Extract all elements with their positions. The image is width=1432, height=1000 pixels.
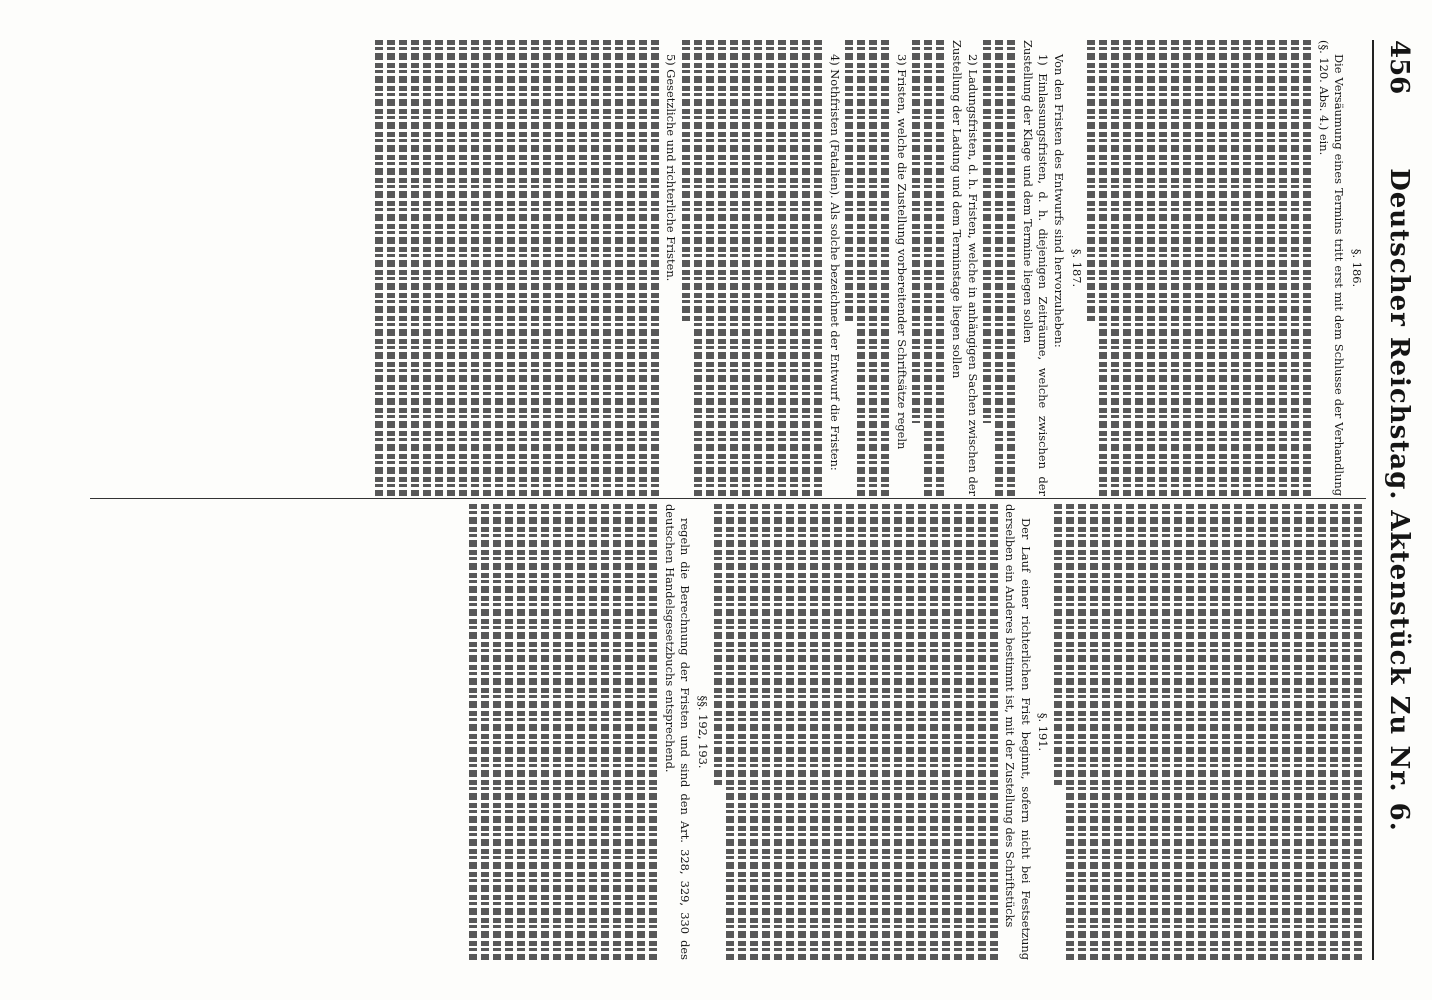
text-line bbox=[1243, 40, 1251, 496]
text-line bbox=[1222, 504, 1230, 960]
section-heading: §. 186. bbox=[1350, 248, 1364, 288]
text-line bbox=[978, 504, 986, 960]
text-line bbox=[1078, 504, 1086, 960]
text-line bbox=[567, 40, 575, 496]
text-line bbox=[882, 504, 890, 960]
text-line bbox=[639, 40, 647, 496]
text-line bbox=[1306, 504, 1314, 960]
text-line bbox=[1111, 40, 1119, 496]
text-line bbox=[1186, 504, 1194, 960]
text-line bbox=[1054, 504, 1062, 787]
text-line bbox=[435, 40, 443, 496]
text-line bbox=[834, 504, 842, 960]
text-line bbox=[1219, 40, 1227, 496]
text-line bbox=[694, 40, 702, 496]
text-line bbox=[517, 504, 525, 960]
text-line bbox=[1102, 504, 1110, 960]
text-line bbox=[1195, 40, 1203, 496]
list-item: 3) Fristen, welche die Zustellung vorbereitender Schriftsätze regeln bbox=[894, 54, 909, 450]
text-line bbox=[1007, 40, 1015, 496]
list-item: 2) Ladungsfristen, d. h. Fristen, welche in anhängigen Sachen zwischen der Zustellung der Ladung und dem Terminstage liegen sollen bbox=[950, 40, 980, 496]
list-item: 1) Einlassungsfristen, d. h. diejenigen Zeiträume, welche zwischen der Zustellung der Klage und dem Termine liegen sollen bbox=[1020, 40, 1051, 496]
text-line bbox=[519, 40, 527, 496]
text-line bbox=[858, 504, 866, 960]
text-line bbox=[1258, 504, 1266, 960]
list-item: 4) Nothfristen (Fatalien). Als solche bezeichnet der Entwurf die Fristen: bbox=[827, 54, 842, 471]
text-line bbox=[766, 40, 774, 496]
text-line bbox=[742, 40, 750, 496]
text-line bbox=[483, 40, 491, 496]
text-line bbox=[726, 504, 734, 960]
text-line bbox=[591, 40, 599, 496]
text-line bbox=[399, 40, 407, 496]
text-line bbox=[1087, 40, 1095, 323]
text-line bbox=[481, 504, 489, 960]
text-line bbox=[718, 40, 726, 496]
text-line bbox=[894, 504, 902, 960]
text-line bbox=[954, 504, 962, 960]
text-line bbox=[627, 40, 635, 496]
text-line bbox=[603, 40, 611, 496]
text-line bbox=[1246, 504, 1254, 960]
page-title: Deutscher Reichstag. Aktenstück Zu Nr. 6. bbox=[1384, 168, 1414, 832]
text-line bbox=[1255, 40, 1263, 496]
paragraph: Die Versäumung eines Termins tritt erst mit dem Schlusse der Verhandlung (§. 120. Abs. 4.) ein. bbox=[1316, 40, 1347, 496]
text-line bbox=[778, 40, 786, 496]
text-line bbox=[1318, 504, 1326, 960]
text-line bbox=[906, 504, 914, 960]
text-line bbox=[930, 504, 938, 960]
section-heading: §§. 192, 193. bbox=[696, 695, 711, 769]
text-line bbox=[411, 40, 419, 496]
text-line bbox=[1090, 504, 1098, 960]
page-header bbox=[1378, 40, 1414, 960]
paragraph: regeln die Berechnung der Fristen und sind den Art. 328, 329, 330 des deutschen Handelsgesetzbuchs entsprechend. bbox=[662, 504, 693, 960]
text-line bbox=[387, 40, 395, 496]
text-line bbox=[682, 40, 690, 323]
left-column bbox=[371, 40, 1366, 496]
text-line bbox=[1183, 40, 1191, 496]
text-line bbox=[1162, 504, 1170, 960]
text-line bbox=[995, 40, 1003, 496]
text-line bbox=[942, 504, 950, 960]
text-line bbox=[1207, 40, 1215, 496]
text-line bbox=[613, 504, 621, 960]
text-line bbox=[529, 504, 537, 960]
text-line bbox=[493, 504, 501, 960]
text-line bbox=[1174, 504, 1182, 960]
text-line bbox=[1198, 504, 1206, 960]
text-line bbox=[912, 40, 920, 423]
text-line bbox=[649, 504, 657, 960]
text-line bbox=[1066, 504, 1074, 960]
text-line bbox=[738, 504, 746, 960]
text-line bbox=[845, 40, 853, 323]
text-line bbox=[1147, 40, 1155, 496]
page-number: 456 bbox=[1384, 40, 1414, 95]
text-line bbox=[651, 40, 659, 496]
text-line bbox=[553, 504, 561, 960]
text-line bbox=[565, 504, 573, 960]
header-rule bbox=[1372, 40, 1374, 960]
text-line bbox=[459, 40, 467, 496]
text-line bbox=[869, 40, 877, 496]
text-line bbox=[983, 40, 991, 423]
text-line bbox=[1099, 40, 1107, 496]
text-line bbox=[589, 504, 597, 960]
text-line bbox=[1354, 504, 1362, 960]
text-line bbox=[625, 504, 633, 960]
text-line bbox=[1270, 504, 1278, 960]
text-line bbox=[1267, 40, 1275, 496]
text-line bbox=[505, 504, 513, 960]
text-line bbox=[541, 504, 549, 960]
text-line bbox=[846, 504, 854, 960]
text-line bbox=[615, 40, 623, 496]
section-heading: §. 191. bbox=[1036, 712, 1051, 752]
digitization-credit bbox=[1418, 6, 1432, 1000]
paragraph: Von den Fristen des Entwurfs sind hervorzuheben: bbox=[1052, 54, 1067, 348]
text-line bbox=[714, 504, 722, 787]
text-line bbox=[1294, 504, 1302, 960]
text-line bbox=[730, 40, 738, 496]
text-line bbox=[881, 40, 889, 496]
text-line bbox=[1114, 504, 1122, 960]
text-line bbox=[814, 40, 822, 496]
text-line bbox=[1150, 504, 1158, 960]
text-line bbox=[870, 504, 878, 960]
text-line bbox=[447, 40, 455, 496]
text-line bbox=[1330, 504, 1338, 960]
text-line bbox=[1303, 40, 1311, 496]
text-line bbox=[706, 40, 714, 496]
text-line bbox=[555, 40, 563, 496]
text-line bbox=[786, 504, 794, 960]
text-line bbox=[637, 504, 645, 960]
text-line bbox=[750, 504, 758, 960]
text-line bbox=[1231, 40, 1239, 496]
text-line bbox=[495, 40, 503, 496]
text-line bbox=[810, 504, 818, 960]
text-line bbox=[543, 40, 551, 496]
text-line bbox=[1123, 40, 1131, 496]
text-line bbox=[774, 504, 782, 960]
right-column bbox=[466, 504, 1366, 960]
text-line bbox=[507, 40, 515, 496]
paragraph: Der Lauf einer richterlichen Frist beginnt, sofern nicht bei Festsetzung derselben ein Anderes bestimmt ist, mit der Zustellung des Schriftstücks bbox=[1003, 504, 1033, 960]
text-line bbox=[469, 504, 477, 960]
section-heading: §. 187. bbox=[1069, 248, 1084, 288]
column-divider bbox=[90, 498, 1366, 499]
text-line bbox=[924, 40, 932, 496]
text-line bbox=[1279, 40, 1287, 496]
text-line bbox=[822, 504, 830, 960]
text-line bbox=[762, 504, 770, 960]
text-line bbox=[936, 40, 944, 496]
text-line bbox=[857, 40, 865, 496]
text-line bbox=[918, 504, 926, 960]
text-line bbox=[1342, 504, 1350, 960]
text-line bbox=[1210, 504, 1218, 960]
text-line bbox=[579, 40, 587, 496]
text-line bbox=[423, 40, 431, 496]
text-line bbox=[1171, 40, 1179, 496]
text-line bbox=[1126, 504, 1134, 960]
text-line bbox=[577, 504, 585, 960]
text-line bbox=[1234, 504, 1242, 960]
list-item: 5) Gesetzliche und richterliche Fristen. bbox=[664, 54, 679, 282]
text-line bbox=[1138, 504, 1146, 960]
text-line bbox=[966, 504, 974, 960]
text-line bbox=[1291, 40, 1299, 496]
text-line bbox=[375, 40, 383, 496]
text-line bbox=[1135, 40, 1143, 496]
text-line bbox=[802, 40, 810, 496]
text-line bbox=[790, 40, 798, 496]
text-line bbox=[754, 40, 762, 496]
text-line bbox=[471, 40, 479, 496]
text-line bbox=[990, 504, 998, 960]
text-line bbox=[601, 504, 609, 960]
text-line bbox=[798, 504, 806, 960]
text-line bbox=[531, 40, 539, 496]
text-line bbox=[1159, 40, 1167, 496]
text-line bbox=[1282, 504, 1290, 960]
